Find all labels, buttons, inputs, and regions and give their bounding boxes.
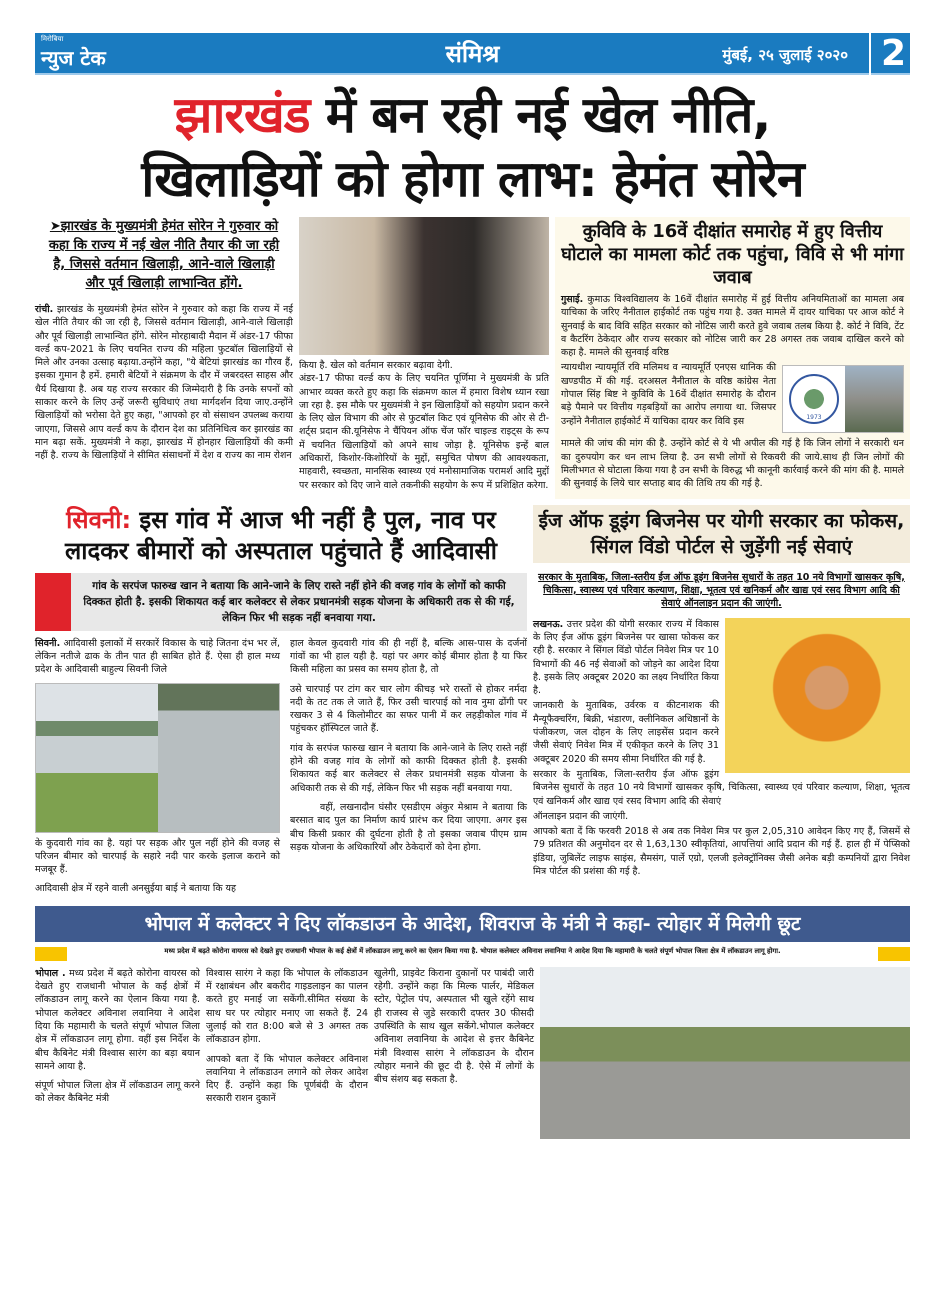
brand-tagline: मिरोबिया (41, 35, 64, 43)
kuvivi-body-1 (561, 293, 904, 359)
dateline: रांची. (35, 304, 54, 315)
bhopal-body-2: संपूर्ण भोपाल जिला क्षेत्र में लॉकडाउन लागू करने को लेकर कैबिनेट मंत्री (35, 1080, 200, 1105)
body-text: आदिवासी इलाकों में सरकारें विकास के चाहे जितना दंभ भर लें, लेकिन नतीजे ढाक के तीन पात ही साबित होते हैं. ऐसा ही हाल मध्य प्रदेश के आदिवासी बाहुल्य सिवनी जिले (35, 637, 280, 676)
sivni-lead-box (35, 573, 527, 631)
bhopal-subline-row (35, 947, 910, 961)
bhopal-body-5: खुलेगी, प्राइवेट किराना दुकानों पर पाबंदी जारी रहेगी. उन्होंने कहा कि मिल्क पार्लर, मेडिकल स्टोर, पेट्रोल पंप, अस्पताल भी खुले रहेंगे साथ ही राजस्व से जुडे सरकारी दफ्तर 30 फीसदी उपस्थिति के साथ खुल सकेंगे.भोपाल कलेक्टर अविनाश लवानिया के आदेश से इत्तर कैबिनेट मंत्री विश्वास सारंग ने लॉकडाउन के दौरान त्योहार मनाने की छूट दी है. ऐसे में लोगों के बीच संशय बढ़ सकता है. (374, 967, 534, 1086)
university-building-photo (845, 366, 903, 432)
kuvivi-body-3: मामले की जांच की मांग की है. उन्होंने कोर्ट से ये भी अपील की गई है कि जिन लोगों ने सरकारी धन का दुरुपयोग कर धन लाभ लिया है. उन सभी लोगों से रिकवरी की जाये.साथ ही जिन लोगों की मिलीभगत से घोटाला किया गया है उन सभी के विरुद्ध भी कानूनी कार्रवाई करने की मांग की है. मामले की सुनवाई के लिये चार सप्ताह बाद की तिथि तय की गई है. (561, 438, 904, 490)
main-headline-line2: खिलाड़ियों को होगा लाभ: हेमंत सोरेन (141, 150, 804, 208)
villagers-carrying-cot-photo (36, 684, 158, 832)
sivni-body-1 (35, 637, 280, 677)
sivni-lead: गांव के सरपंज फारुख खान ने बताया कि आने-जाने के लिए रास्ते नहीं होने की वजह गांव के लोगों को काफी दिक्कत होती है. इसकी शिकायत कई बार कलेक्टर से लेकर प्रधानमंत्री सड़क योजना के अधिकारी तक से की गई, लेकिन फिर भी सड़क नहीं बनवाया गया. (83, 579, 515, 624)
bhopal-col-3 (374, 967, 534, 1089)
body-text: उत्तर प्रदेश की योगी सरकार राज्य में विकास के लिए ईज ऑफ डूइंग बिजनेस पर खासा फोकस कर रही है. सरकार ने सिंगल विंडो पोर्टल निवेश मित्र पर 10 विभागों की 46 नई सेवाओं को जोड़ने का आदेश दिया है. इसके लिए अक्टूबर 2020 का लक्ष्य निर्धारित किया है. (533, 618, 719, 697)
sivni-headline (35, 505, 527, 567)
main-body-2 (299, 359, 549, 492)
bhopal-row (35, 967, 910, 1139)
main-story-col-2 (299, 217, 549, 494)
middle-stories-row (35, 505, 910, 898)
sivni-body-7: वहीं, लखनादौन घंसौर एसडीएम अंकुर मेश्राम ने बताया कि बरसात बाद पुल का निर्माण कार्य प्रारंभ कर दिया जाएगा. अगर इस बीच किसी प्रकार की दुर्घटना होती है तो इसका जवाब पीएम ग्राम सड़क योजना के अधिकारियों और ठेकेदारों को देना होगा. (290, 801, 527, 853)
body-text: अंडर-17 फीफा वर्ल्ड कप के लिए चयनित पूर्णिमा ने मुख्यमंत्री के प्रति आभार व्यक्त करते हुए कहा कि संक्रमण काल में हमारा विशेष ध्यान रखा जा रहा है. इस मौके पर मुख्यमंत्री ने इन खिलाड़ियों को सहयोग प्रदान करने के लिए खेल विभाग की ओर से फुटबॉल किट एवं यूनिसेफ की ओर से टी-शर्ट्स प्रदान की.यूनिसेफ ने चैंपियन ऑफ चेंज फॉर चाइल्ड राइट्स के रूप में चयनित खिलाड़ियों को अपने साथ जोड़ा है. यूनिसेफ इन्हें बाल अधिकारों, किशोर-किशोरियों के मुद्दों, समुचित पोषण की आवश्यकता, माहवारी, स्वच्छता, मानसिक स्वास्थ्य एवं मनोसामाजिक परामर्श आदि मुद्दों पर सरकार को दिए जाने वाले तकनीकी सहयोग के रूप में प्रशिक्षित करेगा. (299, 373, 549, 491)
headline-text: इस गांव में आज भी नहीं है पुल, नाव पर लादकर बीमारों को अस्पताल पहुंचाते हैं आदिवासी (65, 505, 497, 565)
main-lead: ➤झारखंड के मुख्यमंत्री हेमंत सोरेन ने गुरुवार को कहा कि राज्य में नई खेल नीति तैयार की जा रही है, जिससे वर्तमान खिलाड़ी, आने-वाले खिलाड़ी और पूर्व खिलाड़ी लाभान्वित होंगे. (48, 219, 280, 291)
bhopal-body-4: आपको बता दें कि भोपाल कलेक्टर अविनाश लवानिया ने लॉकडाउन लगाने को लेकर आदेश दिए हैं. उन्होंने कहा कि पूर्णबंदी के दौरान सरकारी राशन दुकानें (206, 1053, 368, 1105)
sivni-body-3: आदिवासी क्षेत्र में रहने वाली अनसुईया बाई ने बताया कि यह (35, 883, 236, 895)
headline-text: में बन रही नई खेल नीति, (309, 86, 771, 144)
masthead (35, 33, 910, 75)
main-body-1 (35, 303, 293, 463)
sivni-columns (35, 637, 527, 898)
kuvivi-body-2: न्यायधीश न्यायमूर्ति रवि मलिमथ व न्यायमूर्ति एनएस धानिक की खण्डपीठ में की गई. दरअसल नैनीताल के वरिष्ठ कांग्रेस नेता गोपाल सिंह बिष्ट ने कुविवि के 16वें दीक्षांत समारोह के दौरान बड़े पैमाने पर वित्तीय गड़बड़ियों का आरोप लगाया था. जिसपर उन्होंने नैनीताल हाईकोर्ट में याचिका दायर कर विवि इस (561, 362, 776, 427)
empty-street-lockdown-photo (540, 967, 910, 1139)
seal-year: 1973 (806, 414, 822, 422)
yogi-adityanath-photo (725, 618, 910, 773)
dateline: गुसाई. (561, 294, 584, 305)
bhopal-body-1 (35, 967, 200, 1073)
sivni-photo (35, 683, 280, 833)
issue-date: मुंबई, २५ जुलाई २०२० (722, 46, 848, 64)
red-accent-block (35, 573, 71, 631)
dateline: लखनऊ. (533, 618, 564, 630)
headline-place: झारखंड (174, 86, 310, 144)
sivni-col-1 (35, 637, 280, 898)
bhopal-headline: भोपाल में कलेक्टर ने दिए लॉकडाउन के आदेश, शिवराज के मंत्री ने कहा- त्योहार में मिलेगी छूट (35, 906, 910, 942)
body-text: किया है. खेल को वर्तमान सरकार बढ़ावा देगी. (299, 360, 453, 371)
yogi-story (533, 505, 910, 881)
sivni-story (35, 505, 527, 898)
sivni-col-2 (290, 637, 527, 856)
university-seal-icon (783, 366, 845, 432)
dateline: सिवनी. (35, 637, 61, 649)
sivni-body-4: हाल केवल कुदवारी गांव की ही नहीं है, बल्कि आस-पास के दर्जनों गांवों का भी हाल यही है. यहां पर अगर कोई बीमार होता है या फिर किसी महिला का प्रसव का समय होता है, तो (290, 637, 527, 676)
yellow-accent-left (35, 947, 67, 961)
top-stories-row (35, 217, 910, 499)
headline-place: सिवनी: (66, 505, 132, 534)
boat-on-river-photo (158, 684, 280, 832)
bhopal-subline: मध्य प्रदेश में बढ़ते कोरोना वायरस को देखते हुए राजधानी भोपाल के कई क्षेत्रों में लॉकडाउन लागू करने का ऐलान किया गया है. भोपाल कलेक्टर अविनाश लवानिया ने आदेश दिया कि महामारी के चलते संपूर्ण भोपाल जिला क्षेत्र में लॉकडाउन लागू होगा. (164, 946, 781, 955)
brand-logo: न्युज टेक (41, 46, 106, 70)
hemant-soren-photo (299, 217, 549, 355)
yogi-body-4: ऑनलाइन प्रदान की जाएंगी. (533, 810, 629, 822)
body-text: झारखंड के मुख्यमंत्री हेमंत सोरेन ने गुरुवार को कहा कि राज्य में नई खेल नीति तैयार की जा रही है, जिससे वर्तमान खिलाड़ी, आने-वाले खिलाड़ी और पूर्व खिलाड़ी लाभान्वित होंगे. सोरेन मोरहाबादी मैदान में अंडर-17 फीफा वर्ल्ड कप-2021 के लिए चयनित राज्य की महिला फुटबॉल खिलाड़ियों से मिले और उनका उत्साह बढ़ाया.उन्होंने कहा, "ये बेटियां झारखंड का गौरव हैं, इसका गुमान है हमें. हमारी बेटियों ने संक्रमण के दौर में जबरदस्त साहस और धैर्य दिखाया है. अब यह राज्य सरकार की जिम्मेदारी है कि उनके सपनों को साकार करने के लिए उन्हें जरूरी सुविधाएं तथा मार्गदर्शन दिया जाए.उन्होंने खिलाड़ियों को भरोसा देते हुए कहा, "आपको हर वो संसाधन उपलब्ध कराया जाएगा, जिससे आप वर्ल्ड कप के दौरान देश का प्रतिनिधित्व कर झारखंड का मान बढ़ा सकें. मुख्यमंत्री ने कहा, झारखंड में होनहार खिलाड़ियों की कमी नहीं है. राज्य के खिलाड़ियों ने सीमित संसाधनों में देश व राज्य का नाम रोशन (35, 304, 293, 462)
sivni-body-2: के कुदवारी गांव का है. यहां पर सड़क और पुल नहीं होने की वजह से परिजन बीमार को चारपाई के सहारे नदी पार करके इलाज कराने को मजबूर हैं. (35, 837, 280, 876)
kuvivi-headline: कुविवि के 16वें दीक्षांत समारोह में हुए वित्तीय घोटाले का मामला कोर्ट तक पहुंचा, विवि से भी मांगा जवाब (561, 221, 904, 288)
kuvivi-university-photo (782, 365, 904, 433)
yogi-body-5: आपको बता दें कि फरवरी 2018 से अब तक निवेश मित्र पर कुल 2,05,310 आवेदन किए गए हैं, जिसमें से 79 प्रतिशत की अनुमोदन दर से 1,63,130 स्वीकृतियां, आपत्तियां आदि प्रदान की गई हैं. हाल ही में पेप्सिको इंडिया, जुबिलेंट लाइफ साइंस, सैमसंग, पार्ले एग्रो, एलजी इलेक्ट्रॉनिक्स जैसी अनेक बड़ी कम्पनियों द्वारा निवेश मित्र पोर्टल की प्रशंसा की गई है. (533, 826, 910, 878)
kuvivi-story (555, 217, 910, 499)
section-title: संमिश्र (445, 40, 500, 68)
body-text: मध्य प्रदेश में बढ़ते कोरोना वायरस को देखते हुए राजधानी भोपाल के कई क्षेत्रों में लॉकडाउन लागू करने का ऐलान किया गया है. भोपाल कलेक्टर अविनाश लवानिया ने आदेश दिया कि महामारी के चलते संपूर्ण भोपाल जिला क्षेत्र में लॉकडाउन लागू होगा. वहीं इस निर्देश के बीच कैबिनेट मंत्री विश्वास सारंग का बड़ा बयान सामने आया है. (35, 967, 200, 1072)
dateline: भोपाल . (35, 967, 66, 979)
page-number: 2 (869, 33, 906, 75)
yogi-body-2: जानकारी के मुताबिक, उर्वरक व कीटनाशक की मैन्यूफैक्चरिंग, बिक्री, भंडारण, क्लीनिकल अधिष्ठानों के पंजीकरण, जल दोहन के लिए लाइसेंस प्रदान करने जैसी सेवाएं निवेश मित्र में एकीकृत करने के लिए 31 अक्टूबर 2020 की समय सीमा निर्धारित की गई है. (533, 700, 719, 765)
yogi-lead: सरकार के मुताबिक, जिला-स्तरीय ईज ऑफ डूइंग बिजनेस सुधारों के तहत 10 नये विभागों खासकर कृषि, चिकित्सा, स्वास्थ्य एवं परिवार कल्याण, शिक्षा, भूतत्व एवं खनिकर्म और खाद्य एवं रसद विभाग आदि की सेवाएं ऑनलाइन प्रदान की जाएंगी. (538, 571, 905, 609)
yellow-accent-right (878, 947, 910, 961)
sivni-body-6: गांव के सरपंज फारुख खान ने बताया कि आने-जाने के लिए रास्ते नहीं होने की वजह गांव के लोगों को काफी दिक्कत होती है. इसकी शिकायत कई बार कलेक्टर से लेकर प्रधानमंत्री सड़क योजना के अधिकारी तक से की गई, लेकिन फिर भी सड़क नहीं बनवाया गया. (290, 742, 527, 794)
bhopal-body-3: विश्वास सारंग ने कहा कि भोपाल के लॉकडाउन में रक्षाबंधन और बकरीद गाइडलाइन का पालन करते हुए मनाई जा सकेंगी.सीमित संख्या के साथ घर पर त्योहार मनाए जा सकते हैं. 24 जुलाई को रात 8:00 बजे से 3 अगस्त तक लॉकडाउन होगा. (206, 967, 368, 1046)
main-story-col-1 (35, 217, 293, 465)
yogi-headline: ईज ऑफ डूइंग बिजनेस पर योगी सरकार का फोकस, सिंगल विंडो पोर्टल से जुड़ेंगी नई सेवाएं (533, 505, 910, 563)
bhopal-col-2 (206, 967, 368, 1108)
main-headline-line1 (35, 83, 910, 147)
body-text: कुमाऊ विश्वविद्यालय के 16वें दीक्षांत समारोह में हुई वित्तीय अनियमिताओं का मामला अब याचिका के जरिए नैनीताल हाईकोर्ट तक पहुंच गया है. उक्त मामले में दायर याचिका पर आज कोर्ट ने सुनवाई के बाद विवि सहित सरकार को नोटिस जारी करते हुवे जवाब तलब किया है. कोर्ट ने विवि, टेंट व कैटरिंग ठेकेदार और राज्य सरकार को नोटिस जारी कर 28 अगस्त तक जवाब दाखिल करने को कहा है. मामले की सुनवाई वरिष्ठ (561, 294, 904, 359)
sivni-body-5: उसे चारपाई पर टांग कर चार लोग कीचड़ भरे रास्तों से होकर नर्मदा नदी के तट तक ले जाते हैं, फिर उसी चारपाई को नाव नुमा ढोंगी पर रखकर 3 से 4 किलोमीटर का सफर पानी में कर लहड़ीकोल गांव में पहुंचकर हॉस्पिटल जाते हैं. (290, 683, 527, 735)
bhopal-col-1 (35, 967, 200, 1108)
yogi-body-3: सरकार के मुताबिक, जिला-स्तरीय ईज ऑफ डूइंग बिजनेस सुधारों के तहत 10 नये विभागों खासकर कृषि, चिकित्सा, स्वास्थ्य एवं परिवार कल्याण, शिक्षा, भूतत्व एवं खनिकर्म और खाद्य एवं रसद विभाग आदि की सेवाएं (533, 768, 910, 807)
